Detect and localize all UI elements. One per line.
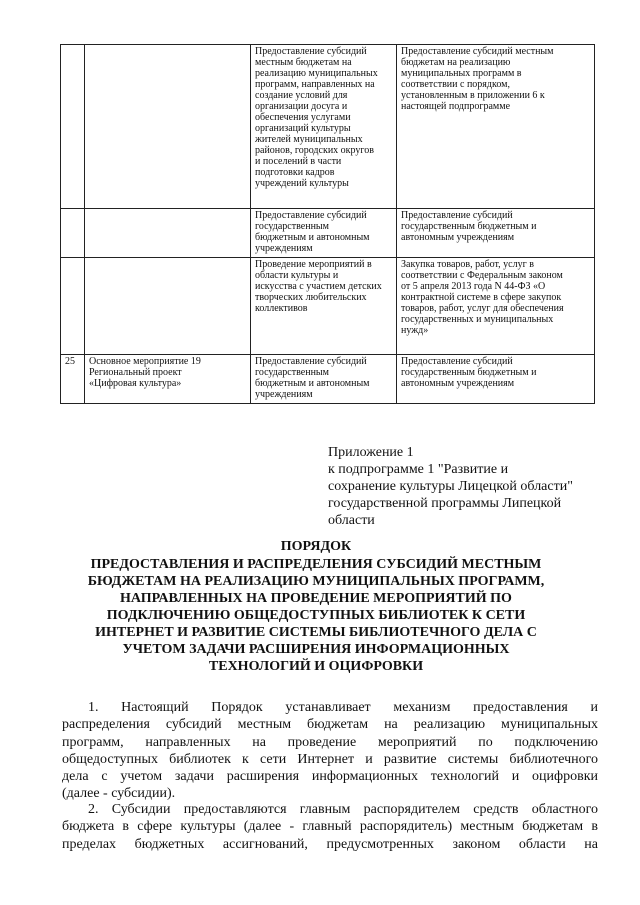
direction-cell: Предоставление субсидий местным бюджетам на реализацию муниципальных программ, направленных на создание условий для организации досуга и обеспечения услугами организаций культуры жителей муниципальных районов, городских округов и поселений в части подготовки кадров учреждений культуры [251, 45, 397, 209]
table-row [61, 45, 595, 209]
appendix-note [328, 444, 618, 529]
event-cell [85, 45, 251, 209]
title-heading: ПОРЯДОК [280, 539, 352, 554]
direction-cell: Предоставление субсидий государственным бюджетным и автономным учреждениям [251, 209, 397, 258]
paragraph-line: общедоступных библиотек к сети Интернет и развитие системы библиотечного [62, 751, 598, 767]
title-line: ИНТЕРНЕТ И РАЗВИТИЕ СИСТЕМЫ БИБЛИОТЕЧНОГО ДЕЛА С [95, 625, 537, 640]
title-line: ТЕХНОЛОГИЙ И ОЦИФРОВКИ [208, 659, 424, 674]
direction-cell: Предоставление субсидий государственным бюджетным и автономным учреждениям [251, 355, 397, 404]
title-line: ПРЕДОСТАВЛЕНИЯ И РАСПРЕДЕЛЕНИЯ СУБСИДИЙ МЕСТНЫМ [90, 557, 542, 572]
table-row [61, 209, 595, 258]
paragraph-line: 2. Субсидии предоставляются главным распорядителем средств областного [88, 802, 598, 817]
appendix-line: сохранение культуры Лицецкой области" [328, 479, 573, 494]
event-cell [85, 209, 251, 258]
paragraph-line: (далее - субсидии). [62, 786, 176, 802]
title-line: УЧЕТОМ ЗАДАЧИ РАСШИРЕНИЯ ИНФОРМАЦИОННЫХ [122, 642, 510, 657]
paragraph-1 [62, 699, 598, 803]
method-cell: Предоставление субсидий государственным бюджетным и автономным учреждениям [397, 355, 595, 404]
event-cell [85, 258, 251, 355]
row-number-cell: 25 [61, 355, 85, 404]
paragraph-2 [62, 801, 598, 853]
title-line: НАПРАВЛЕННЫХ НА ПРОВЕДЕНИЕ МЕРОПРИЯТИЙ ПО [120, 591, 512, 606]
appendix-line: государственной программы Липецкой [328, 496, 562, 511]
appendix-line: области [328, 513, 375, 528]
title-line: ПОДКЛЮЧЕНИЮ ОБЩЕДОСТУПНЫХ БИБЛИОТЕК К СЕТИ [106, 608, 526, 623]
table-row [61, 258, 595, 355]
paragraph-line: распределения субсидий местным бюджетам на реализацию муниципальных [62, 717, 598, 733]
paragraph-line: 1. Настоящий Порядок устанавливает механизм предоставления и [88, 700, 598, 715]
appendix-line: Приложение 1 [328, 445, 414, 460]
row-number-cell [61, 209, 85, 258]
subprogram-table [60, 44, 595, 404]
title-line: БЮДЖЕТАМ НА РЕАЛИЗАЦИЮ МУНИЦИПАЛЬНЫХ ПРОГРАММ, [87, 574, 545, 589]
direction-cell: Проведение мероприятий в области культуры и искусства с участием детских творческих любительских коллективов [251, 258, 397, 355]
paragraph-line: пределах бюджетных ассигнований, предусмотренных законом области на [62, 836, 598, 852]
row-number-cell [61, 45, 85, 209]
appendix-line: к подпрограмме 1 "Развитие и [328, 462, 509, 477]
paragraph-line: программ, направленных на проведение мероприятий по подключению [62, 734, 598, 750]
method-cell: Предоставление субсидий местным бюджетам на реализацию муниципальных программ в соответствии с порядком, установленным в приложении 6 к настоящей подпрограмме [397, 45, 595, 209]
document-title [66, 538, 566, 675]
method-cell: Закупка товаров, работ, услуг в соответствии с Федеральным законом от 5 апреля 2013 года N 44-ФЗ «О контрактной системе в сфере закупок товаров, работ, услуг для обеспечения государственных и муниципальных нужд» [397, 258, 595, 355]
table-row [61, 355, 595, 404]
row-number-cell [61, 258, 85, 355]
paragraph-line: бюджета в сфере культуры (далее - главный распорядитель) местным бюджетам в [62, 819, 598, 835]
method-cell: Предоставление субсидий государственным бюджетным и автономным учреждениям [397, 209, 595, 258]
event-cell: Основное мероприятие 19 Региональный проект «Цифровая культура» [85, 355, 251, 404]
paragraph-line: дела с учетом задачи расширения информационных технологий и оцифровки [62, 769, 598, 785]
